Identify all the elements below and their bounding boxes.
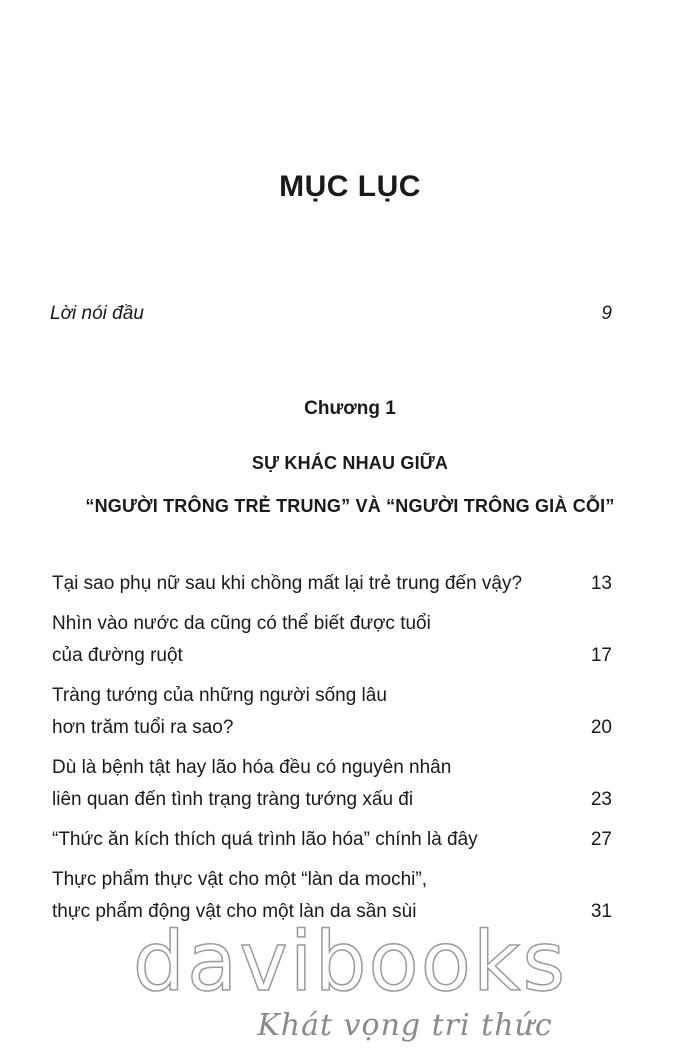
toc-entry-line: hơn trăm tuổi ra sao? bbox=[52, 717, 234, 738]
toc-page-number: 17 bbox=[590, 645, 612, 666]
toc-entry-list bbox=[52, 568, 612, 936]
toc-entry-line: thực phẩm động vật cho một làn da sần sùi bbox=[52, 901, 417, 922]
toc-page-number: 23 bbox=[590, 789, 612, 810]
toc-page-number: 9 bbox=[601, 303, 612, 324]
toc-page-number: 27 bbox=[590, 829, 612, 850]
toc-entry[interactable] bbox=[52, 752, 612, 816]
toc-page-number: 13 bbox=[590, 573, 612, 594]
toc-entry-line: Dù là bệnh tật hay lão hóa đều có nguyên nhân bbox=[52, 757, 452, 778]
toc-entry[interactable] bbox=[52, 608, 612, 672]
toc-page-number: 31 bbox=[590, 901, 612, 922]
watermark-tagline: Khát vọng tri thức bbox=[257, 1008, 553, 1043]
toc-entry-line: “Thức ăn kích thích quá trình lão hóa” chính là đây bbox=[52, 829, 478, 850]
toc-entry-line: liên quan đến tình trạng tràng tướng xấu đi bbox=[52, 789, 414, 810]
toc-entry-line: của đường ruột bbox=[52, 645, 183, 666]
chapter-title-line-1: SỰ KHÁC NHAU GIỮA bbox=[251, 453, 449, 473]
toc-entry-line: Tại sao phụ nữ sau khi chồng mất lại trẻ trung đến vậy? bbox=[52, 573, 523, 594]
watermark-logo: davibooks bbox=[132, 915, 568, 1010]
toc-entry-line: Thực phẩm thực vật cho một “làn da mochi”, bbox=[52, 869, 427, 890]
toc-entry-label: Lời nói đầu bbox=[50, 303, 144, 324]
toc-entry-preface[interactable] bbox=[50, 303, 612, 325]
toc-entry[interactable] bbox=[52, 824, 612, 856]
toc-entry[interactable] bbox=[52, 568, 612, 600]
toc-entry-line: Nhìn vào nước da cũng có thể biết được tuổi bbox=[52, 613, 431, 634]
toc-entry-line: Tràng tướng của những người sống lâu bbox=[52, 685, 387, 706]
toc-page-number: 20 bbox=[590, 717, 612, 738]
chapter-label: Chương 1 bbox=[304, 398, 396, 419]
page-title: MỤC LỤC bbox=[279, 170, 421, 203]
toc-entry[interactable] bbox=[52, 680, 612, 744]
chapter-title-line-2: “NGƯỜI TRÔNG TRẺ TRUNG” VÀ “NGƯỜI TRÔNG GIÀ CỖI” bbox=[85, 496, 615, 516]
